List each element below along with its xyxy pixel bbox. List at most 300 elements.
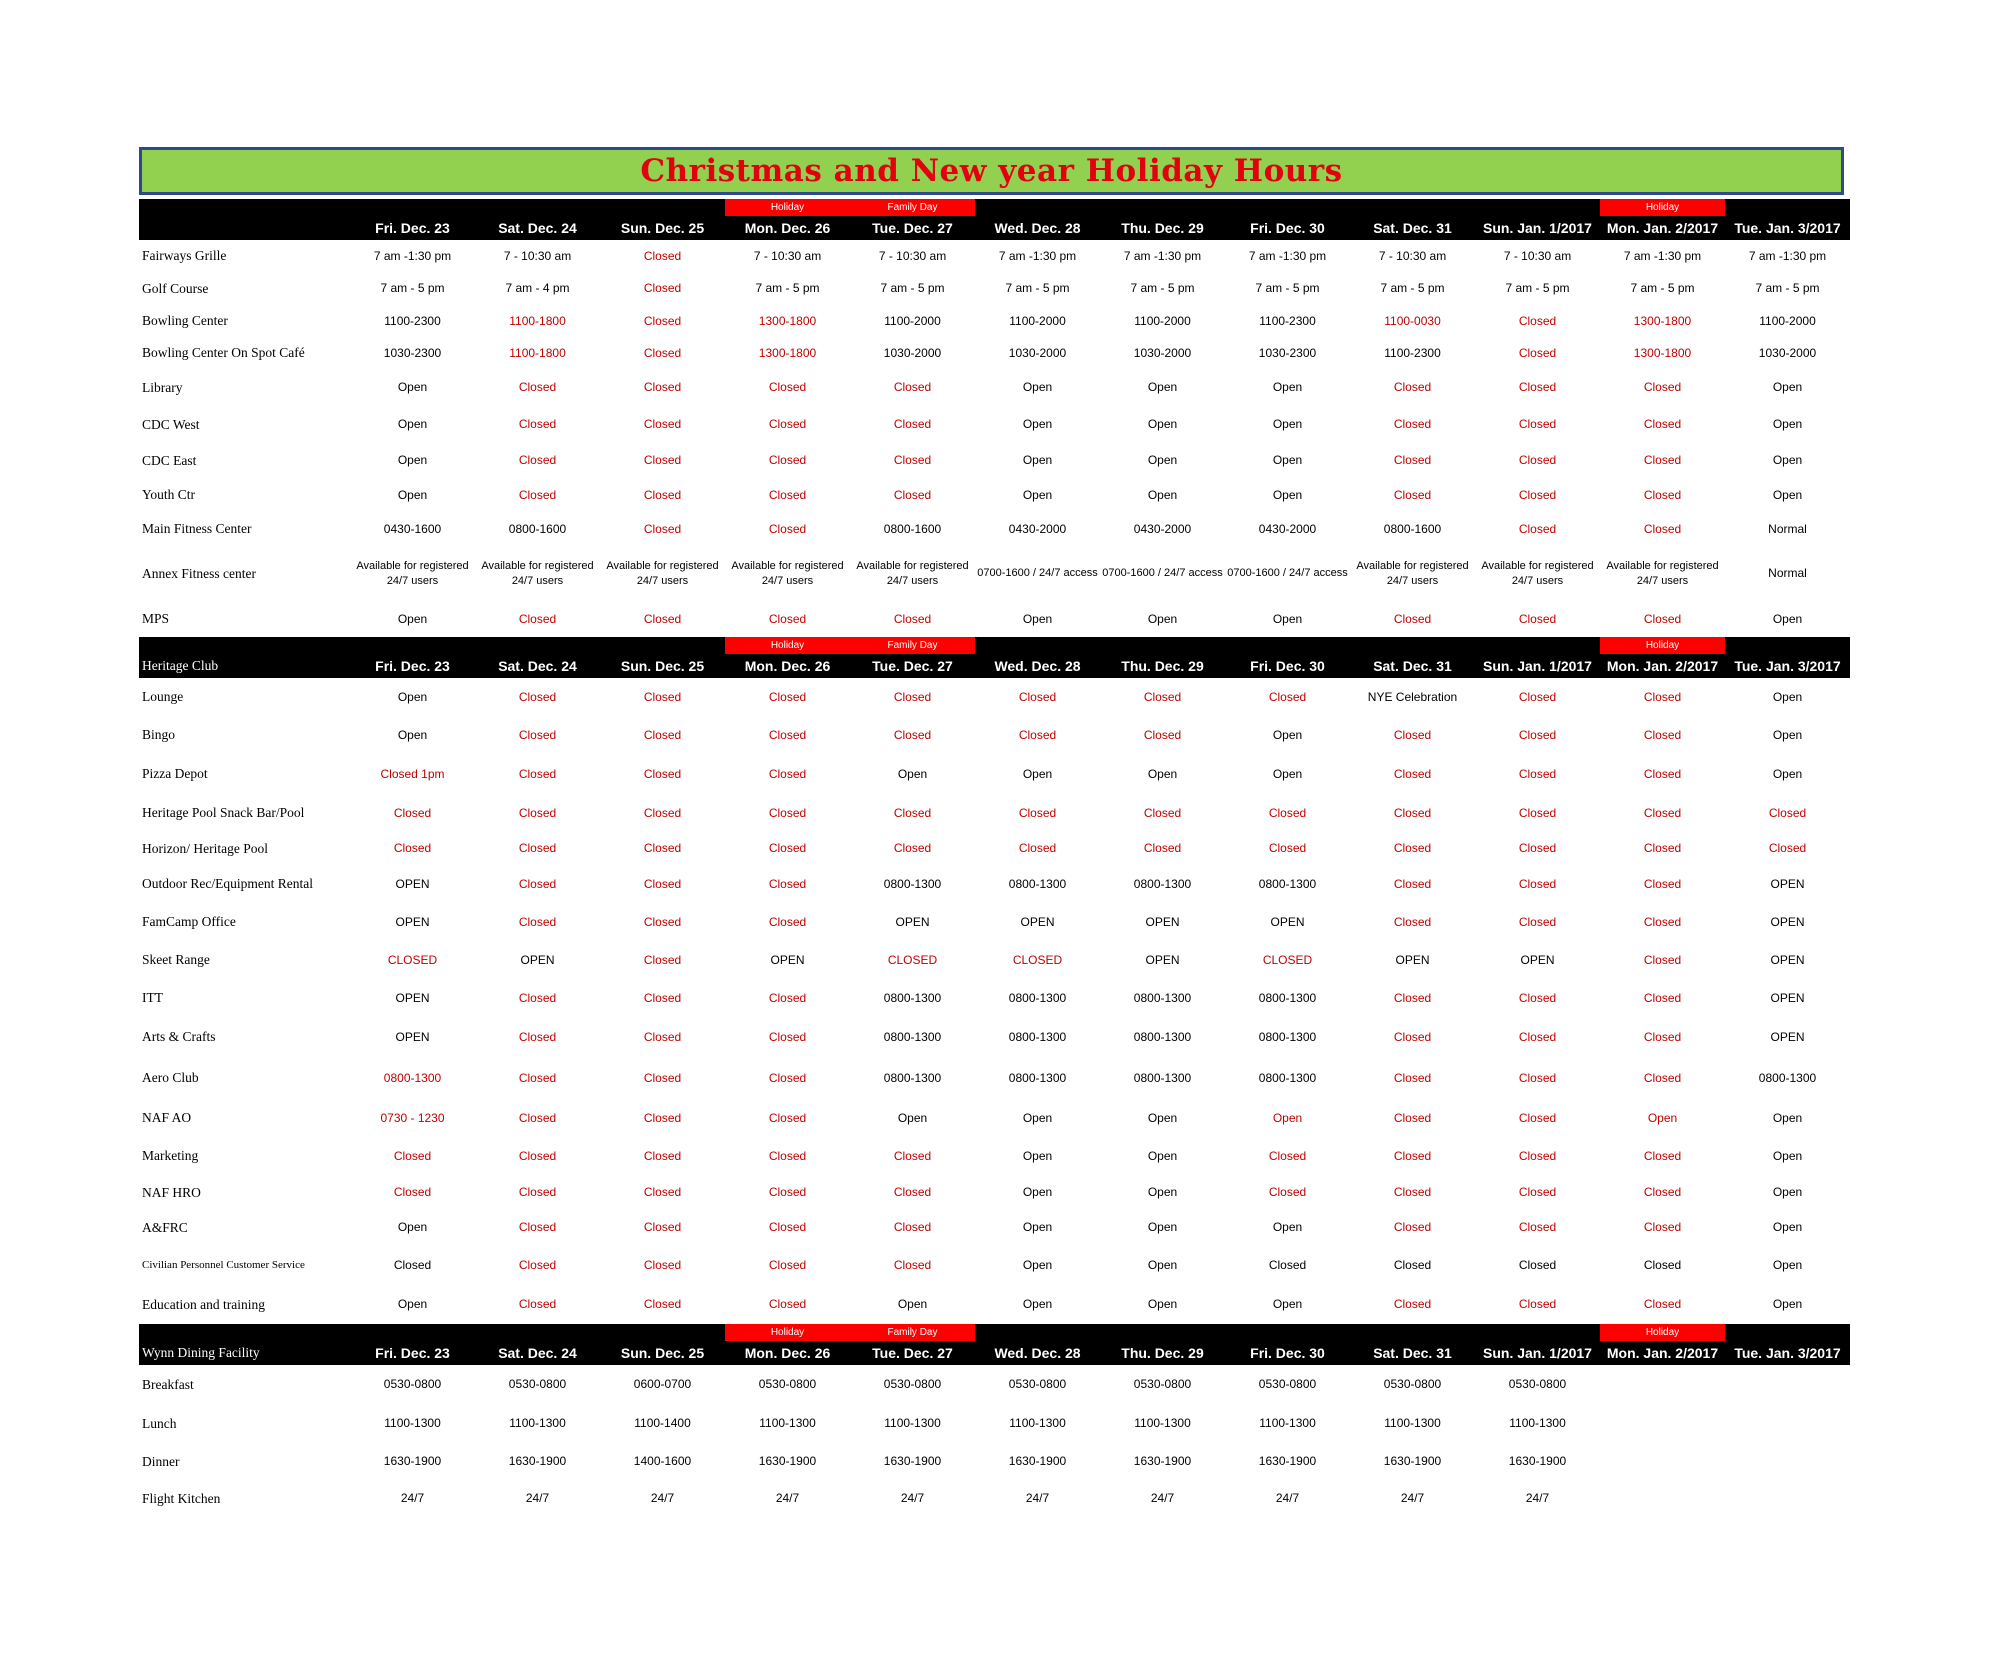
hours-cell: Closed — [643, 417, 682, 431]
hours-cell: 7 am - 5 pm — [1005, 281, 1070, 295]
hours-cell: 0600-0700 — [633, 1377, 692, 1391]
hours-cell — [1725, 1443, 1850, 1480]
row-label: CDC West — [142, 416, 200, 432]
hours-cell: Closed — [1393, 611, 1432, 626]
day-header: Thu. Dec. 29 — [1100, 654, 1225, 678]
hours-cell: Available for registered 24/7 users — [1606, 559, 1719, 587]
hours-cell: Closed — [768, 380, 807, 394]
hours-cell: Closed — [1393, 1220, 1432, 1234]
hours-cell — [1725, 1365, 1850, 1404]
hours-cell: Closed — [1643, 1029, 1682, 1044]
hours-cell: Closed — [768, 914, 807, 929]
hours-cell: Closed — [1643, 1185, 1682, 1199]
hours-cell: Closed — [1393, 1148, 1432, 1163]
hours-cell: Closed — [1643, 1148, 1682, 1163]
hours-cell: Closed — [393, 841, 432, 855]
hours-cell: 7 am -1:30 pm — [1623, 248, 1702, 263]
hours-cell: Closed — [1018, 841, 1057, 855]
hours-cell: 1100-1300 — [884, 1416, 941, 1430]
hours-cell: Closed — [1393, 1185, 1432, 1199]
hours-cell: Open — [397, 1297, 428, 1311]
hours-cell: Closed — [1643, 805, 1682, 820]
hours-cell: Closed — [1393, 876, 1432, 891]
hours-cell: Closed — [643, 453, 682, 467]
badge-empty — [600, 637, 725, 654]
day-header: Fri. Dec. 23 — [350, 654, 475, 678]
hours-cell: Open — [397, 1220, 428, 1234]
hours-cell: OPEN — [1770, 952, 1805, 967]
hours-cell: 7 am -1:30 pm — [1748, 248, 1827, 263]
hours-cell: Closed — [1393, 1110, 1432, 1125]
hours-cell: 24/7 — [1525, 1491, 1550, 1505]
hours-cell: Closed — [1393, 841, 1432, 855]
day-header: Sun. Dec. 25 — [600, 216, 725, 240]
hours-cell: 1300-1800 — [1633, 313, 1692, 328]
hours-cell: Closed — [1518, 380, 1557, 394]
hours-cell: 0800-1300 — [1133, 876, 1192, 891]
hours-cell: Closed — [768, 805, 807, 820]
hours-cell: 1100-1300 — [1384, 1416, 1441, 1430]
hours-cell: Closed — [1393, 1070, 1432, 1085]
hours-cell: Available for registered 24/7 users — [356, 559, 469, 587]
hours-cell: 0800-1600 — [883, 521, 942, 536]
badge-spacer — [139, 199, 350, 216]
day-header: Fri. Dec. 23 — [350, 1341, 475, 1365]
hours-cell: Closed — [768, 689, 807, 704]
hours-cell: 24/7 — [1400, 1491, 1425, 1505]
hours-cell: Closed — [1643, 1070, 1682, 1085]
hours-cell: Closed — [768, 1257, 807, 1272]
row-label: Bingo — [142, 727, 176, 742]
hours-cell: 1100-2000 — [1009, 313, 1066, 328]
row-label: Heritage Pool Snack Bar/Pool — [142, 805, 305, 820]
hours-cell: Closed — [1643, 766, 1682, 781]
hours-cell: Closed — [1393, 1257, 1432, 1272]
hours-cell: 0800-1300 — [883, 876, 942, 891]
hours-cell: 1030-2000 — [1133, 345, 1192, 360]
hours-cell: Open — [1772, 1110, 1803, 1125]
hours-cell: Open — [1147, 487, 1178, 502]
hours-cell: Open — [1022, 1220, 1053, 1234]
hours-cell: Closed — [643, 1070, 682, 1085]
hours-cell: Closed — [1393, 1297, 1432, 1311]
hours-cell: OPEN — [1145, 952, 1180, 967]
day-header: Thu. Dec. 29 — [1100, 216, 1225, 240]
badge-empty — [1100, 1324, 1225, 1341]
hours-cell: 0800-1300 — [1258, 1029, 1317, 1044]
hours-cell: Closed — [768, 611, 807, 626]
day-header: Mon. Dec. 26 — [725, 1341, 850, 1365]
hours-cell: 1630-1900 — [1258, 1454, 1317, 1468]
hours-cell: 0800-1300 — [1258, 876, 1317, 891]
row-label: Library — [142, 379, 183, 395]
day-header: Sat. Dec. 31 — [1350, 654, 1475, 678]
hours-cell: 24/7 — [525, 1491, 550, 1505]
hours-cell: 1030-2300 — [1258, 345, 1317, 360]
hours-cell: Closed — [643, 727, 682, 742]
hours-cell: 7 am - 5 pm — [880, 281, 945, 295]
hours-cell: Open — [1772, 1257, 1803, 1272]
hours-cell: 1300-1800 — [758, 345, 817, 360]
hours-cell: Open — [1022, 611, 1053, 626]
hours-cell: Closed — [1643, 952, 1682, 967]
hours-cell: Closed — [1393, 914, 1432, 929]
hours-cell: Closed — [518, 487, 557, 502]
hours-cell: 0530-0800 — [383, 1377, 442, 1391]
day-header: Sat. Dec. 31 — [1350, 1341, 1475, 1365]
badge-empty — [1350, 1324, 1475, 1341]
hours-cell: Closed — [393, 1185, 432, 1199]
hours-cell: Open — [1022, 1185, 1053, 1199]
hours-cell: 7 am - 5 pm — [1505, 281, 1570, 295]
hours-cell: 0800-1300 — [1258, 1070, 1317, 1085]
hours-cell: Closed — [1143, 689, 1182, 704]
hours-cell: 1100-1300 — [1259, 1416, 1316, 1430]
hours-cell: Closed — [643, 611, 682, 626]
row-label: Dinner — [142, 1453, 180, 1469]
hours-cell: OPEN — [895, 914, 930, 929]
day-header: Sat. Dec. 24 — [475, 654, 600, 678]
hours-cell: 1100-1400 — [634, 1416, 691, 1430]
row-label: Horizon/ Heritage Pool — [142, 840, 268, 856]
hours-cell: Available for registered 24/7 users — [1481, 559, 1594, 587]
badge-empty — [350, 637, 475, 654]
hours-cell — [1600, 1365, 1725, 1404]
hours-cell: 1630-1900 — [1383, 1454, 1442, 1468]
hours-cell: Closed — [393, 1257, 432, 1272]
hours-cell: Closed — [643, 1148, 682, 1163]
badge-empty — [475, 637, 600, 654]
hours-cell: Closed — [643, 281, 682, 295]
hours-cell: 7 am - 5 pm — [755, 281, 820, 295]
hours-cell: 0800-1300 — [1008, 990, 1067, 1005]
day-header: Tue. Dec. 27 — [850, 1341, 975, 1365]
hours-cell: 1100-1300 — [1134, 1416, 1191, 1430]
hours-cell: 7 am -1:30 pm — [1248, 248, 1327, 263]
hours-cell: Available for registered 24/7 users — [481, 559, 594, 587]
hours-cell: Open — [1272, 1297, 1303, 1311]
hours-cell: Closed — [1643, 417, 1682, 431]
hours-cell: 1630-1900 — [383, 1454, 442, 1468]
hours-cell: Closed — [1768, 805, 1807, 820]
hours-cell: Closed 1pm — [380, 766, 445, 781]
hours-cell: Open — [1147, 1297, 1178, 1311]
hours-cell: 0430-1600 — [383, 521, 442, 536]
hours-cell: Open — [1772, 487, 1803, 502]
hours-cell: Closed — [643, 1220, 682, 1234]
hours-cell: 0800-1300 — [1758, 1070, 1817, 1085]
hours-cell: 0800-1300 — [1133, 990, 1192, 1005]
hours-cell: 1100-2000 — [1759, 313, 1816, 328]
day-header: Mon. Dec. 26 — [725, 654, 850, 678]
hours-cell: 24/7 — [650, 1491, 675, 1505]
day-header: Mon. Jan. 2/2017 — [1600, 654, 1725, 678]
hours-cell: Available for registered 24/7 users — [1356, 559, 1469, 587]
hours-cell: Closed — [518, 417, 557, 431]
hours-cell: 0800-1300 — [883, 1070, 942, 1085]
hours-cell: Closed — [1143, 805, 1182, 820]
hours-cell: CLOSED — [1262, 952, 1313, 967]
hours-cell: Closed — [893, 1148, 932, 1163]
hours-cell: Closed — [1268, 1257, 1307, 1272]
badge-empty — [1225, 199, 1350, 216]
row-label: Youth Ctr — [142, 487, 196, 502]
hours-cell: 1630-1900 — [508, 1454, 567, 1468]
hours-cell: Closed — [893, 417, 932, 431]
hours-cell: 7 am - 5 pm — [1380, 281, 1445, 295]
hours-cell: 0530-0800 — [1508, 1377, 1567, 1391]
hours-cell: Closed — [1143, 727, 1182, 742]
hours-cell: Available for registered 24/7 users — [856, 559, 969, 587]
hours-cell: Open — [1272, 766, 1303, 781]
hours-cell: 1400-1600 — [633, 1454, 692, 1468]
hours-cell: Closed — [1643, 487, 1682, 502]
hours-cell: Open — [1147, 1110, 1178, 1125]
hours-cell: 24/7 — [900, 1491, 925, 1505]
hours-cell: Open — [1772, 1297, 1803, 1311]
hours-cell: Closed — [1518, 1297, 1557, 1311]
hours-cell: Closed — [1018, 805, 1057, 820]
hours-cell: Closed — [1393, 727, 1432, 742]
badge-empty — [1350, 637, 1475, 654]
hours-cell: Closed — [1643, 990, 1682, 1005]
hours-cell: Closed — [643, 1110, 682, 1125]
hours-cell: Closed — [1268, 1148, 1307, 1163]
hours-cell: Open — [1647, 1110, 1678, 1125]
badge-empty — [1725, 1324, 1850, 1341]
hours-cell: Closed — [768, 727, 807, 742]
hours-cell: Closed — [1518, 1029, 1557, 1044]
hours-cell: Closed — [1518, 521, 1557, 536]
hours-cell: Closed — [643, 380, 682, 394]
hours-cell: Closed — [518, 1220, 557, 1234]
hours-cell — [1600, 1480, 1725, 1517]
day-header: Wed. Dec. 28 — [975, 1341, 1100, 1365]
hours-cell: Closed — [893, 1185, 932, 1199]
badge-empty — [350, 1324, 475, 1341]
holiday-badge: Family Day — [850, 199, 975, 216]
hours-cell: Open — [1272, 727, 1303, 742]
hours-cell: Closed — [518, 611, 557, 626]
hours-cell: Closed — [768, 876, 807, 891]
hours-cell: 1300-1800 — [1633, 345, 1692, 360]
hours-cell: 1100-2000 — [1134, 313, 1191, 328]
day-header: Tue. Jan. 3/2017 — [1725, 1341, 1850, 1365]
hours-cell: Open — [1772, 1148, 1803, 1163]
hours-cell: Open — [1772, 380, 1803, 394]
hours-cell: 1100-1300 — [384, 1416, 441, 1430]
hours-cell: 0800-1300 — [1008, 1029, 1067, 1044]
hours-cell: Closed — [768, 1029, 807, 1044]
hours-cell: OPEN — [770, 952, 805, 967]
hours-cell: 0430-2000 — [1008, 521, 1067, 536]
hours-cell — [1725, 1480, 1850, 1517]
hours-cell: 0800-1300 — [883, 990, 942, 1005]
hours-cell: Closed — [1518, 1148, 1557, 1163]
holiday-badge: Family Day — [850, 1324, 975, 1341]
hours-cell: 7 am - 5 pm — [1755, 281, 1820, 295]
hours-cell: Closed — [393, 805, 432, 820]
hours-cell: 0800-1300 — [1258, 990, 1317, 1005]
hours-cell: Open — [1022, 1257, 1053, 1272]
hours-cell: 1030-2000 — [1758, 345, 1817, 360]
hours-cell: Closed — [1393, 990, 1432, 1005]
hours-cell: OPEN — [1270, 914, 1305, 929]
hours-cell: Closed — [893, 453, 932, 467]
hours-cell: 7 am - 5 pm — [1130, 281, 1195, 295]
hours-cell: Closed — [1643, 521, 1682, 536]
hours-cell: 0530-0800 — [1008, 1377, 1067, 1391]
hours-cell: Closed — [1643, 914, 1682, 929]
day-header: Tue. Jan. 3/2017 — [1725, 654, 1850, 678]
hours-cell: 1100-1300 — [1509, 1416, 1566, 1430]
hours-cell: 0800-1300 — [1008, 876, 1067, 891]
hours-cell: Closed — [1393, 805, 1432, 820]
hours-cell: Closed — [893, 727, 932, 742]
hours-cell: Closed — [1643, 1257, 1682, 1272]
hours-cell: OPEN — [520, 952, 555, 967]
badge-empty — [1725, 199, 1850, 216]
hours-cell: 1100-1300 — [509, 1416, 566, 1430]
hours-cell: Closed — [518, 1148, 557, 1163]
hours-cell: Open — [1022, 417, 1053, 431]
hours-cell: 24/7 — [1025, 1491, 1050, 1505]
row-label: Lunch — [142, 1415, 177, 1431]
hours-cell: Closed — [643, 841, 682, 855]
hours-cell: Closed — [518, 689, 557, 704]
hours-cell: 24/7 — [1275, 1491, 1300, 1505]
hours-cell: Closed — [518, 453, 557, 467]
hours-cell: Closed — [893, 380, 932, 394]
row-label: Fairways Grille — [142, 248, 227, 263]
hours-cell: Open — [1772, 1220, 1803, 1234]
hours-cell: Closed — [1643, 380, 1682, 394]
hours-cell: 0530-0800 — [1258, 1377, 1317, 1391]
hours-cell: 1100-2300 — [384, 313, 441, 328]
day-header: Sat. Dec. 24 — [475, 1341, 600, 1365]
hours-cell: 7 am -1:30 pm — [373, 248, 452, 263]
hours-cell: Closed — [643, 805, 682, 820]
hours-cell: OPEN — [395, 876, 430, 891]
holiday-badge: Holiday — [725, 199, 850, 216]
hours-cell: CLOSED — [387, 952, 438, 967]
hours-cell: Closed — [518, 1110, 557, 1125]
hours-cell: Open — [1147, 766, 1178, 781]
hours-cell: Closed — [1768, 841, 1807, 855]
row-label: Pizza Depot — [142, 766, 208, 781]
day-header: Wed. Dec. 28 — [975, 654, 1100, 678]
hours-cell: Closed — [643, 766, 682, 781]
row-label: Golf Course — [142, 280, 209, 296]
hours-cell: Closed — [643, 689, 682, 704]
hours-cell: Closed — [768, 1070, 807, 1085]
hours-cell: OPEN — [1770, 1029, 1805, 1044]
hours-cell: Closed — [893, 689, 932, 704]
holiday-badge: Holiday — [725, 637, 850, 654]
section-label: Wynn Dining Facility — [139, 1341, 350, 1365]
hours-cell: Normal — [1768, 521, 1807, 536]
hours-cell: Closed — [1643, 1220, 1682, 1234]
hours-cell: Closed — [518, 841, 557, 855]
hours-cell: Closed — [893, 487, 932, 502]
badge-empty — [1350, 199, 1475, 216]
hours-cell: Closed — [643, 1257, 682, 1272]
hours-cell — [1600, 1443, 1725, 1480]
hours-cell: 0800-1600 — [1383, 521, 1442, 536]
day-header: Sun. Jan. 1/2017 — [1475, 216, 1600, 240]
hours-cell: Closed — [643, 914, 682, 929]
hours-cell: 1100-1800 — [509, 313, 566, 328]
hours-cell: Closed — [1018, 727, 1057, 742]
hours-cell: Closed — [1393, 453, 1432, 467]
hours-cell: Open — [1147, 417, 1178, 431]
badge-empty — [350, 199, 475, 216]
day-header: Sun. Dec. 25 — [600, 1341, 725, 1365]
hours-cell: 24/7 — [400, 1491, 425, 1505]
hours-cell: Open — [1272, 487, 1303, 502]
badge-empty — [975, 637, 1100, 654]
hours-table — [139, 199, 1850, 1517]
hours-cell: 24/7 — [775, 1491, 800, 1505]
day-header: Sun. Jan. 1/2017 — [1475, 1341, 1600, 1365]
hours-cell: NYE Celebration — [1367, 689, 1458, 704]
holiday-badge: Holiday — [1600, 637, 1725, 654]
hours-cell: Open — [1147, 1185, 1178, 1199]
badge-empty — [1475, 1324, 1600, 1341]
hours-cell: Closed — [643, 521, 682, 536]
row-label: A&FRC — [142, 1219, 188, 1235]
row-label: Main Fitness Center — [142, 521, 252, 536]
day-header: Fri. Dec. 30 — [1225, 216, 1350, 240]
hours-cell: 1100-2300 — [1384, 345, 1441, 360]
hours-cell: Closed — [643, 345, 682, 360]
hours-cell: Closed — [1518, 417, 1557, 431]
hours-cell: Closed — [893, 1257, 932, 1272]
hours-cell: Open — [1272, 1220, 1303, 1234]
day-header: Sun. Jan. 1/2017 — [1475, 654, 1600, 678]
hours-cell: Closed — [1643, 1297, 1682, 1311]
hours-cell: Open — [1147, 1257, 1178, 1272]
hours-cell: Open — [1022, 1148, 1053, 1163]
hours-cell: Closed — [768, 766, 807, 781]
hours-cell: 7 am - 4 pm — [505, 281, 570, 295]
row-label: Breakfast — [142, 1376, 194, 1392]
hours-cell: Closed — [1393, 380, 1432, 394]
hours-cell: OPEN — [1770, 990, 1805, 1005]
hours-cell: Closed — [1518, 841, 1557, 855]
hours-cell: Open — [1772, 453, 1803, 467]
hours-cell: 1630-1900 — [758, 1454, 817, 1468]
hours-cell: OPEN — [1020, 914, 1055, 929]
row-label: Bowling Center On Spot Café — [142, 345, 305, 360]
day-header: Sat. Dec. 31 — [1350, 216, 1475, 240]
day-header: Fri. Dec. 30 — [1225, 654, 1350, 678]
hours-cell: Closed — [1518, 611, 1557, 626]
day-header: Thu. Dec. 29 — [1100, 1341, 1225, 1365]
hours-cell: Closed — [893, 611, 932, 626]
hours-cell: Closed — [1643, 876, 1682, 891]
hours-cell: Closed — [1518, 727, 1557, 742]
hours-cell: 0430-2000 — [1258, 521, 1317, 536]
badge-spacer — [139, 637, 350, 654]
hours-cell: 0530-0800 — [508, 1377, 567, 1391]
hours-cell: 1030-2300 — [383, 345, 442, 360]
hours-cell: Open — [1272, 453, 1303, 467]
hours-cell: 7 am - 5 pm — [1630, 281, 1695, 295]
row-label: Aero Club — [142, 1070, 199, 1085]
badge-empty — [600, 1324, 725, 1341]
hours-cell: Available for registered 24/7 users — [731, 559, 844, 587]
